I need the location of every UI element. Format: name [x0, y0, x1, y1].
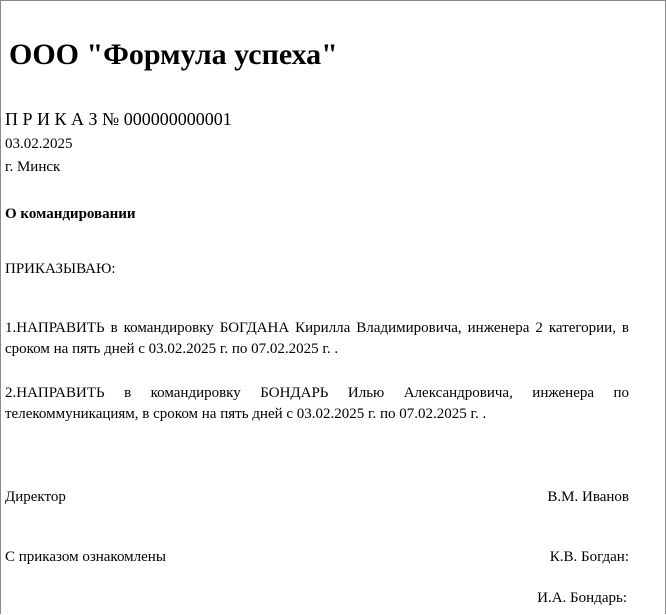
acknowledgement-name-1: К.В. Богдан:	[549, 549, 629, 565]
acknowledgement-name-2: И.А. Бондарь:	[537, 590, 627, 606]
order-clause-1: 1.НАПРАВИТЬ в командировку БОГДАНА Кирилла Владимировича, инженера 2 категории, в сроком на пять дней с 03.02.2025 г. по 07.02.2025 г. .	[5, 320, 629, 357]
acknowledgement-row	[5, 548, 629, 566]
order-directive-word: ПРИКАЗЫВАЮ:	[5, 261, 116, 277]
company-name: ООО "Формула успеха"	[9, 38, 338, 71]
order-subject: О командировании	[5, 206, 136, 222]
order-clause-2: 2.НАПРАВИТЬ в командировку БОНДАРЬ Илью Александровича, инженера по телекоммуникациям, в сроком на пять дней с 03.02.2025 г. по 07.02.2025 г. .	[5, 385, 629, 422]
director-name: В.М. Иванов	[547, 489, 629, 505]
acknowledgement-label: С приказом ознакомлены	[5, 549, 166, 565]
order-city: г. Минск	[5, 159, 61, 175]
order-date: 03.02.2025	[5, 136, 73, 152]
director-signature-row	[5, 488, 629, 506]
director-label: Директор	[5, 489, 66, 505]
order-title: П Р И К А З № 000000000001	[5, 109, 232, 129]
